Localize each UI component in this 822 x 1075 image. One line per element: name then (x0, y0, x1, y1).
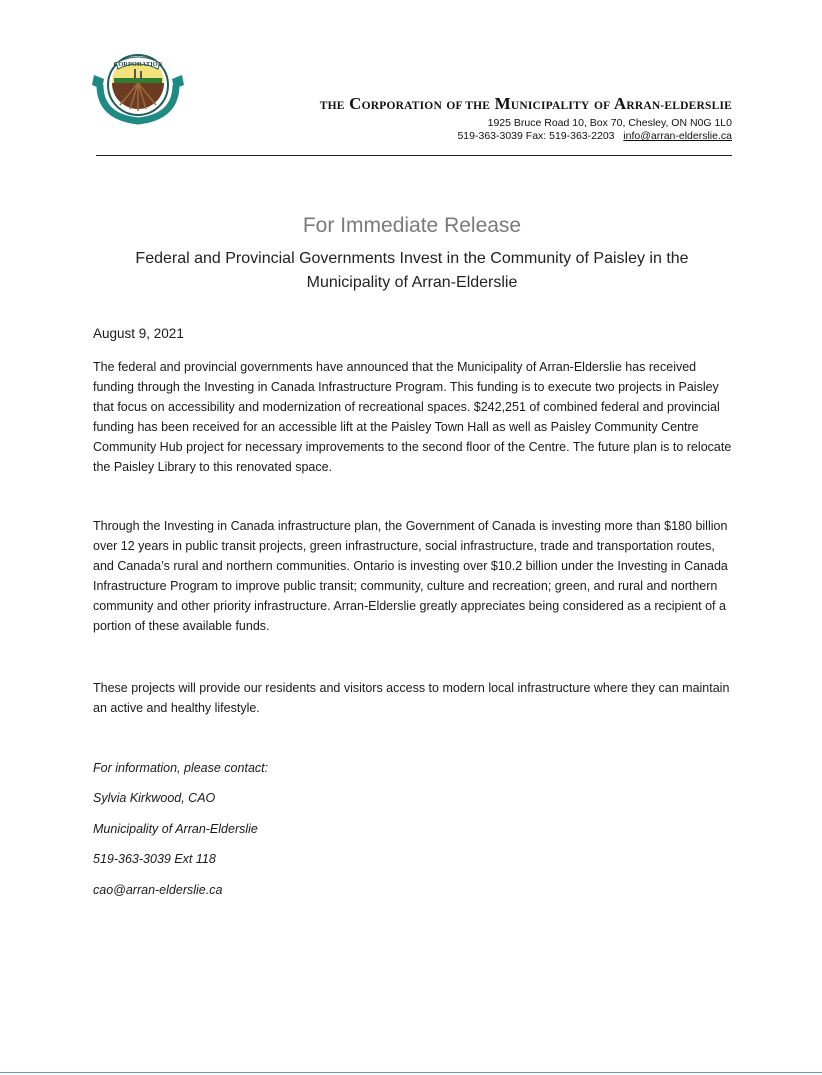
org-name-muni-initial: M (494, 94, 511, 113)
logo-banner-text: CORPORATION (113, 61, 163, 68)
phone-fax-line (300, 130, 732, 143)
contact-name: Sylvia Kirkwood, CAO (93, 791, 216, 805)
org-name-arran-initial: A (613, 94, 627, 113)
release-title: For Immediate Release (302, 214, 522, 237)
org-name-arran-rest: RRAN-ELDERSLIE (626, 100, 732, 112)
body-paragraph-3: These projects will provide our residents and visitors access to modern local infrastructure where they can maintain an active and healthy lifestyle. (93, 681, 730, 715)
contact-phone: 519-363-3039 Ext 118 (93, 852, 216, 866)
address-line: 1925 Bruce Road 10, Box 70, Chesley, ON N0G 1L0 (487, 117, 732, 129)
letterhead-divider (96, 155, 732, 156)
org-name-corp-rest: ORPORATION (361, 100, 442, 112)
contact-organization: Municipality of Arran-Elderslie (93, 822, 258, 836)
org-name-corp-initial: C (349, 94, 362, 113)
phone-fax: 519-363-3039 Fax: 519-363-2203 (457, 130, 615, 142)
municipality-logo (90, 45, 186, 125)
organization-name (196, 94, 732, 114)
body-paragraph-1: The federal and provincial governments have announced that the Municipality of Arran-Elderslie has received funding through the Investing in Canada Infrastructure Program. This funding is to execute two projects in Paisley that focus on accessibility and modernization of recreational spaces. $242,251 of combined federal and provincial funding has been received for an accessible lift at the Paisley Town Hall as well as Paisley Community Centre Community Hub project for necessary improvements to the second floor of the Centre. The future plan is to relocate the Paisley Library to this renovated space. (93, 360, 732, 474)
org-name-the: THE (319, 100, 345, 112)
page-bottom-border (0, 1072, 822, 1073)
letterhead-email-link[interactable]: info@arran-elderslie.ca (623, 130, 732, 142)
contact-email[interactable]: cao@arran-elderslie.ca (93, 883, 223, 897)
body-paragraph-2: Through the Investing in Canada infrastructure plan, the Government of Canada is investing more than $180 billion over 12 years in public transit projects, green infrastructure, social infrastructure, trade and transportation routes, and Canada’s rural and northern communities. Ontario is investing over $10.2 billion under the Investing in Canada Infrastructure Program to improve public transit; community, culture and recreation; green, and rural and northern community and other priority infrastructure. Arran-Elderslie greatly appreciates being considered as a recipient of a portion of these available funds. (93, 519, 728, 633)
release-date: August 9, 2021 (93, 326, 184, 341)
org-name-of-the: OF THE (446, 100, 491, 112)
headline: Federal and Provincial Governments Invest in the Community of Paisley in the Municipality of Arran-Elderslie (135, 250, 689, 291)
letterhead-address (300, 117, 732, 143)
contact-intro: For information, please contact: (93, 761, 269, 775)
org-name-muni-rest: UNICIPALITY (510, 100, 590, 112)
org-name-of: OF (593, 100, 611, 112)
